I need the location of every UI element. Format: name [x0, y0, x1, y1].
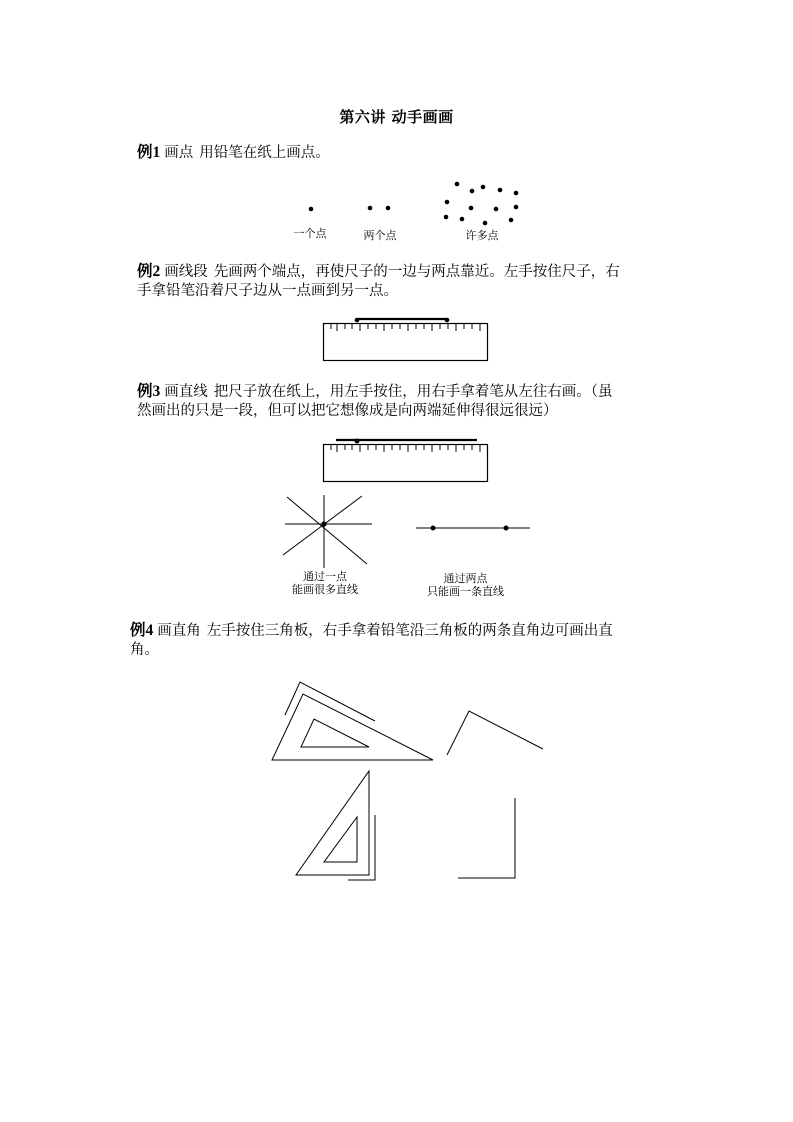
example-text-line1: 先画两个端点，再使尺子的一边与两点靠近。左手按住尺子，右: [213, 264, 620, 280]
dot: [386, 206, 391, 211]
set-square-figure-2: [296, 771, 375, 880]
example-heading: 画直线: [164, 384, 208, 400]
single-dot: [309, 207, 314, 212]
example-number: 例4: [130, 622, 154, 639]
ruler-ticks: [331, 324, 480, 331]
line-through-two-points-figure: [416, 526, 530, 531]
example-text-line1: 把尺子放在纸上，用左手按住，用右手拿着笔从左往右画。（虽: [213, 384, 613, 400]
dot: [368, 206, 373, 211]
set-square-figure-1: [272, 682, 433, 760]
example-text-line2: 角。: [130, 642, 159, 658]
label-many-points: 许多点: [465, 229, 499, 242]
ruler-segment-figure: [324, 318, 488, 360]
point-b: [504, 526, 509, 531]
example-text-line2: 手拿铅笔沿着尺子边从一点画到另一点。: [137, 283, 398, 299]
set-square-outer: [296, 771, 369, 875]
label-two-points: 两个点: [363, 229, 397, 242]
set-square-outer: [272, 694, 433, 760]
ruler: [324, 324, 488, 361]
label-one-point: 一个点: [293, 227, 327, 240]
point-a: [431, 526, 436, 531]
ruler: [324, 445, 488, 482]
example-text-line1: 左手按住三角板，右手拿着铅笔沿三角板的两条直角边可画出直: [206, 623, 613, 639]
lines-through-one-point-figure: [283, 495, 372, 568]
dots-figure: [309, 182, 519, 226]
set-square-inner: [324, 817, 357, 862]
example-heading: 画线段: [164, 264, 208, 280]
pencil-trace: [285, 682, 375, 721]
start-point: [355, 439, 359, 443]
example-heading: 画直角: [157, 623, 201, 639]
example-text-line2: 然画出的只是一段，但可以把它想像成是向两端延伸得很远很远）: [137, 403, 558, 419]
set-square-inner: [301, 719, 369, 747]
example-heading: 画点: [164, 145, 194, 161]
label-through-one-point: 通过一点 能画很多直线: [292, 570, 358, 596]
endpoint: [355, 318, 359, 322]
example-number: 例3: [137, 383, 161, 400]
ruler-ticks: [331, 445, 480, 452]
pencil-trace: [348, 815, 375, 880]
page-title: 第六讲 动手画画: [339, 108, 454, 126]
example-number: 例2: [137, 263, 161, 280]
example-number: 例1: [137, 144, 161, 161]
right-angle-drawn-2: [458, 798, 515, 878]
center-point: [321, 521, 326, 526]
endpoint: [445, 318, 449, 322]
right-angle-drawn-1: [447, 711, 543, 755]
ruler-line-figure: [324, 439, 488, 482]
label-through-two-points: 通过两点 只能画一条直线: [427, 572, 504, 598]
example-text: 用铅笔在纸上画点。: [199, 145, 330, 161]
